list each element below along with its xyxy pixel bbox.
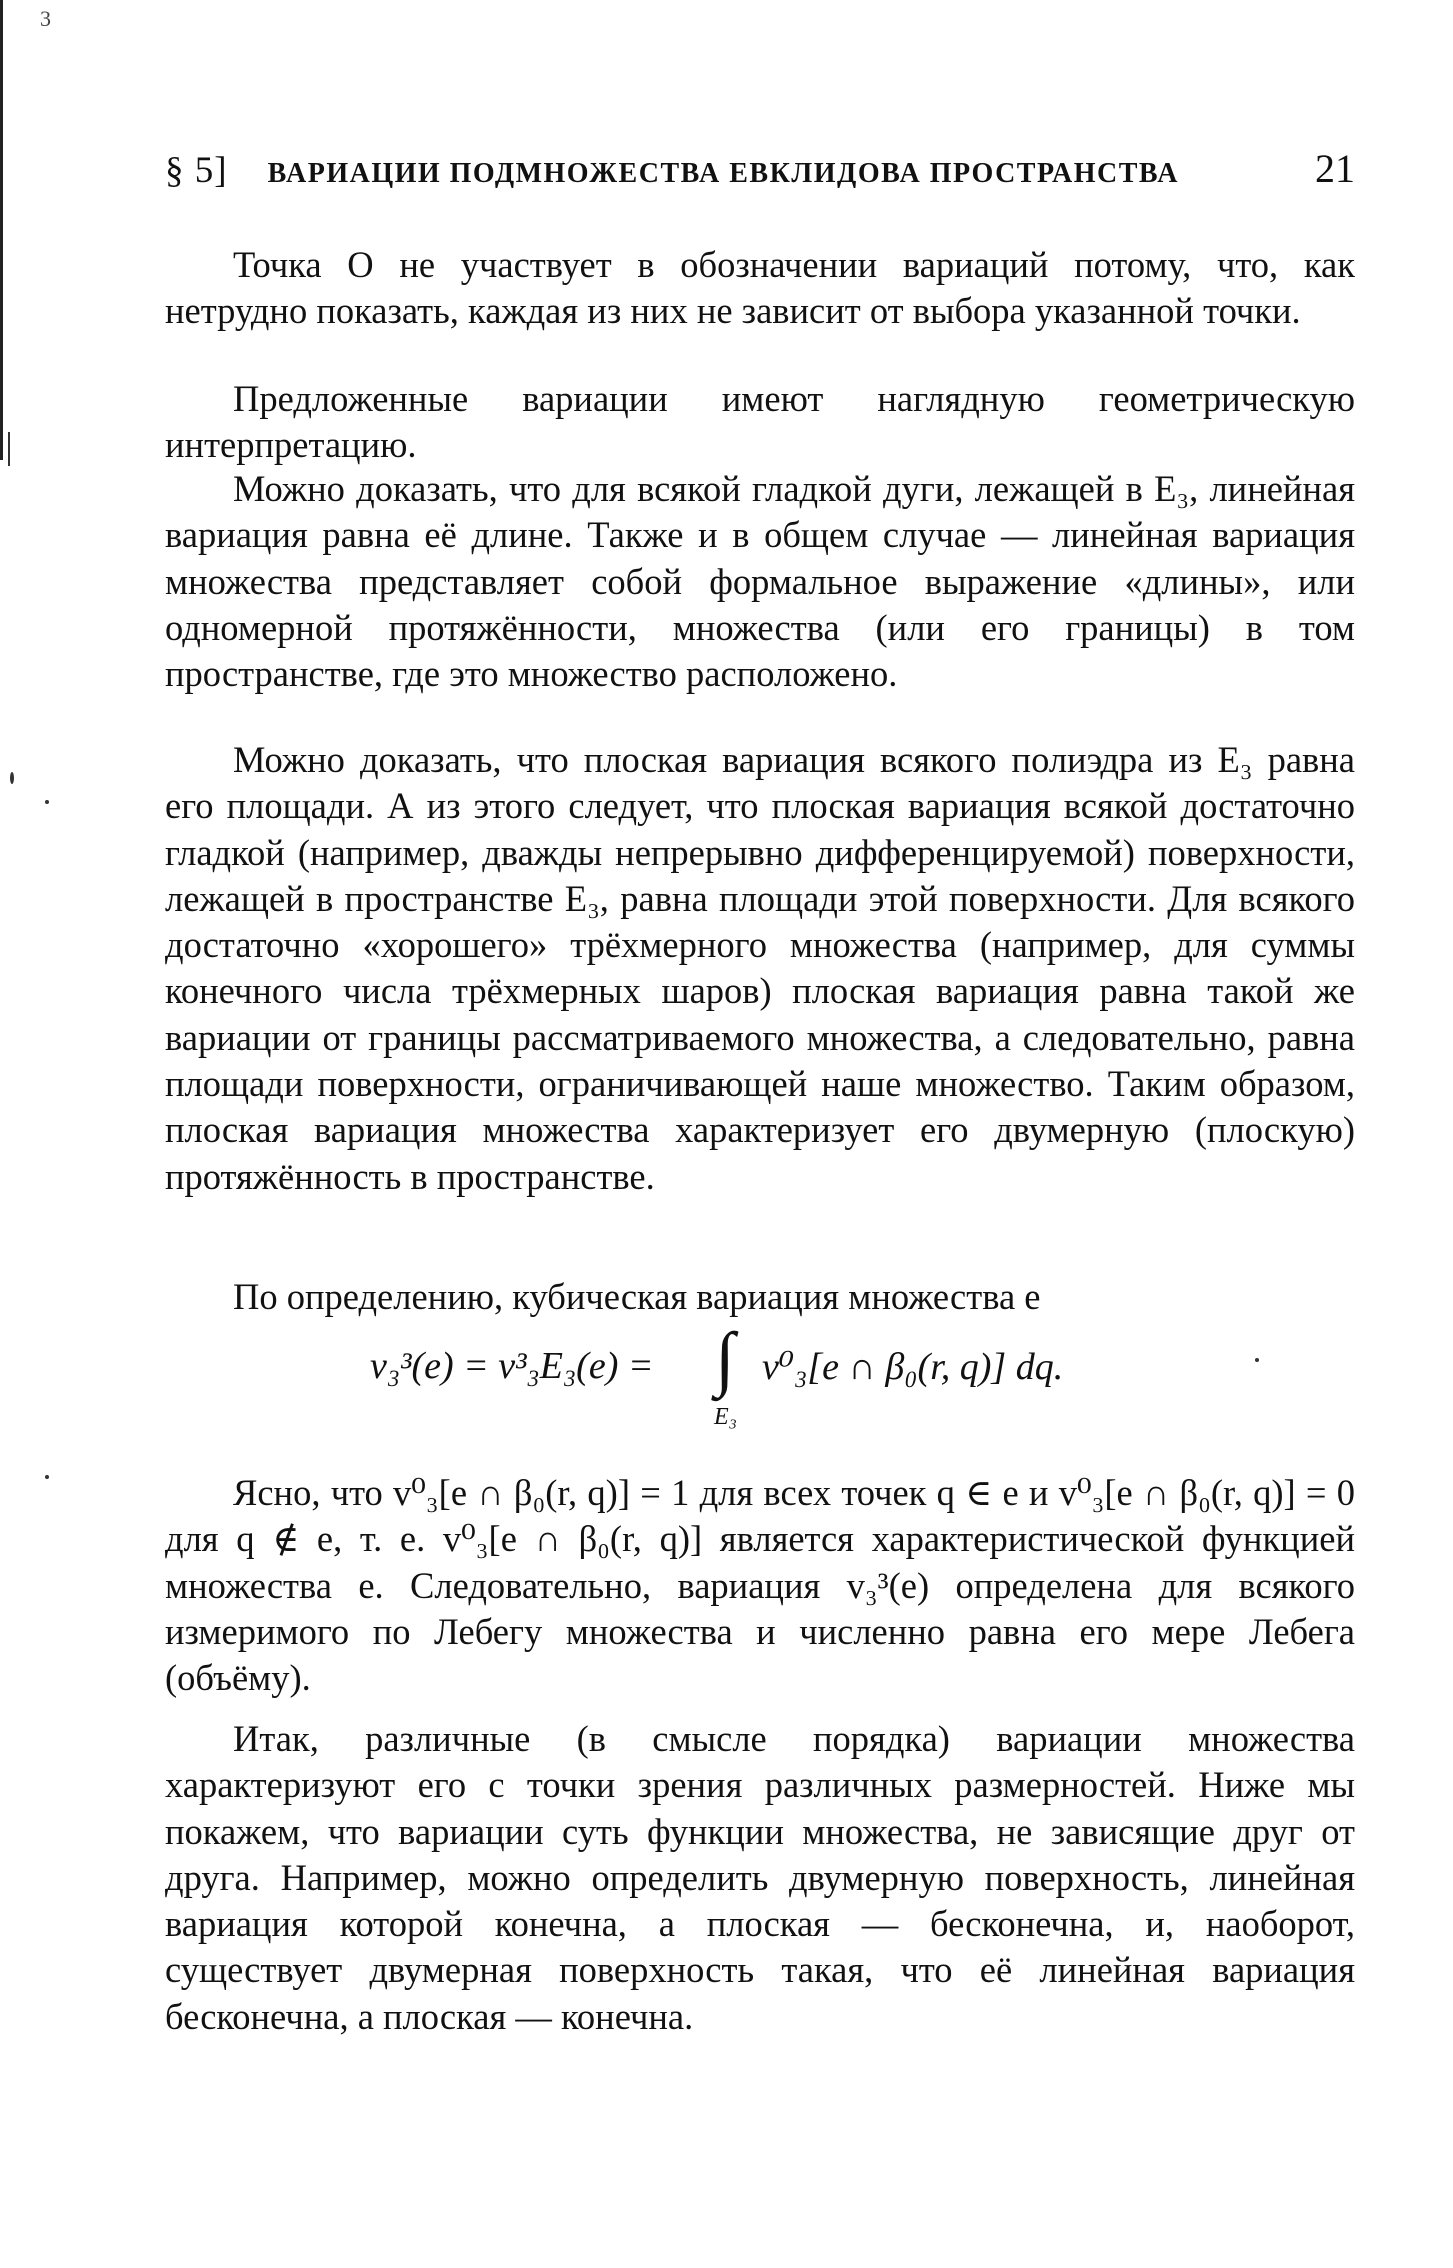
paragraph-5 xyxy=(165,1274,1355,1320)
paragraph-3 xyxy=(165,466,1355,697)
paragraph-text: По определению, кубическая вариация множества e xyxy=(233,1276,1041,1317)
formula-lhs: v₃³(e) = v³₃E₃(e) = xyxy=(370,1345,654,1387)
paragraph-text: Можно доказать, что для всякой гладкой дуги, лежащей в E₃, линейная вариация равна её длине. Также и в общем случае — линейная вариация множества представляет собой формальное выражение «длины», или одномерной протяжённости, множества (или его границы) в том пространстве, где это множество расположено. xyxy=(165,468,1355,695)
formula-rhs: v⁰₃[e ∩ β₀(r, q)] dq. xyxy=(762,1346,1064,1388)
scan-speck xyxy=(45,800,49,804)
page-number: 21 xyxy=(1315,146,1355,191)
paragraph-7 xyxy=(165,1716,1355,2040)
scan-margin-line xyxy=(0,0,3,460)
paragraph-text: Ясно, что v⁰₃[e ∩ β₀(r, q)] = 1 для всех точек q ∈ e и v⁰₃[e ∩ β₀(r, q)] = 0 для q ∉ e, т. е. v⁰₃[e ∩ β₀(r, q)] является характеристической функцией множества e. Следовательно, вариация v₃³(e) определена для всякого измеримого по Лебегу множества и численно равна его мере Лебега (объёму). xyxy=(165,1472,1355,1699)
corner-mark: 3 xyxy=(40,6,51,31)
integral-limit: E₃ xyxy=(714,1404,738,1430)
scan-speck xyxy=(45,1475,49,1479)
scan-margin-mark xyxy=(8,432,10,466)
integral-sign: ∫ xyxy=(715,1318,735,1398)
section-number: § 5] xyxy=(165,150,228,191)
paragraph-2 xyxy=(165,376,1355,469)
chapter-title: ВАРИАЦИИ ПОДМНОЖЕСТВА ЕВКЛИДОВА ПРОСТРАНСТВА xyxy=(267,158,1180,189)
paragraph-text: Предложенные вариации имеют наглядную геометрическую интерпретацию. xyxy=(165,378,1355,466)
running-head xyxy=(165,145,1355,195)
paragraph-text: Можно доказать, что плоская вариация всякого полиэдра из E₃ равна его площади. А из этого следует, что плоская вариация всякой достаточно гладкой (например, дважды непрерывно дифференцируемой) поверхности, лежащей в пространстве E₃, равна площади этой поверхности. Для всякого достаточно «хорошего» трёхмерного множества (например, для суммы конечного числа трёхмерных шаров) плоская вариация равна такой же вариации от границы рассматриваемого множества, а следовательно, равна площади поверхности, ограничивающей наше множество. Таким образом, плоская вариация множества характеризует его двумерную (плоскую) протяжённость в пространстве. xyxy=(165,739,1355,1197)
cubic-variation-formula xyxy=(370,1318,1270,1436)
paragraph-6 xyxy=(165,1470,1355,1701)
paragraph-text: Итак, различные (в смысле порядка) вариации множества характеризуют его с точки зрения различных размерностей. Ниже мы покажем, что вариации суть функции множества, не зависящие друг от друга. Например, можно определить двумерную поверхность, линейная вариация которой конечна, а плоская — бесконечна, и, наоборот, существует двумерная поверхность такая, что её линейная вариация бесконечна, а плоская — конечна. xyxy=(165,1718,1355,2037)
paragraph-4 xyxy=(165,737,1355,1200)
paragraph-text: Точка O не участвует в обозначении вариаций потому, что, как нетрудно показать, каждая из них не зависит от выбора указанной точки. xyxy=(165,244,1355,332)
scan-speck xyxy=(10,772,14,784)
paragraph-1 xyxy=(165,242,1355,335)
